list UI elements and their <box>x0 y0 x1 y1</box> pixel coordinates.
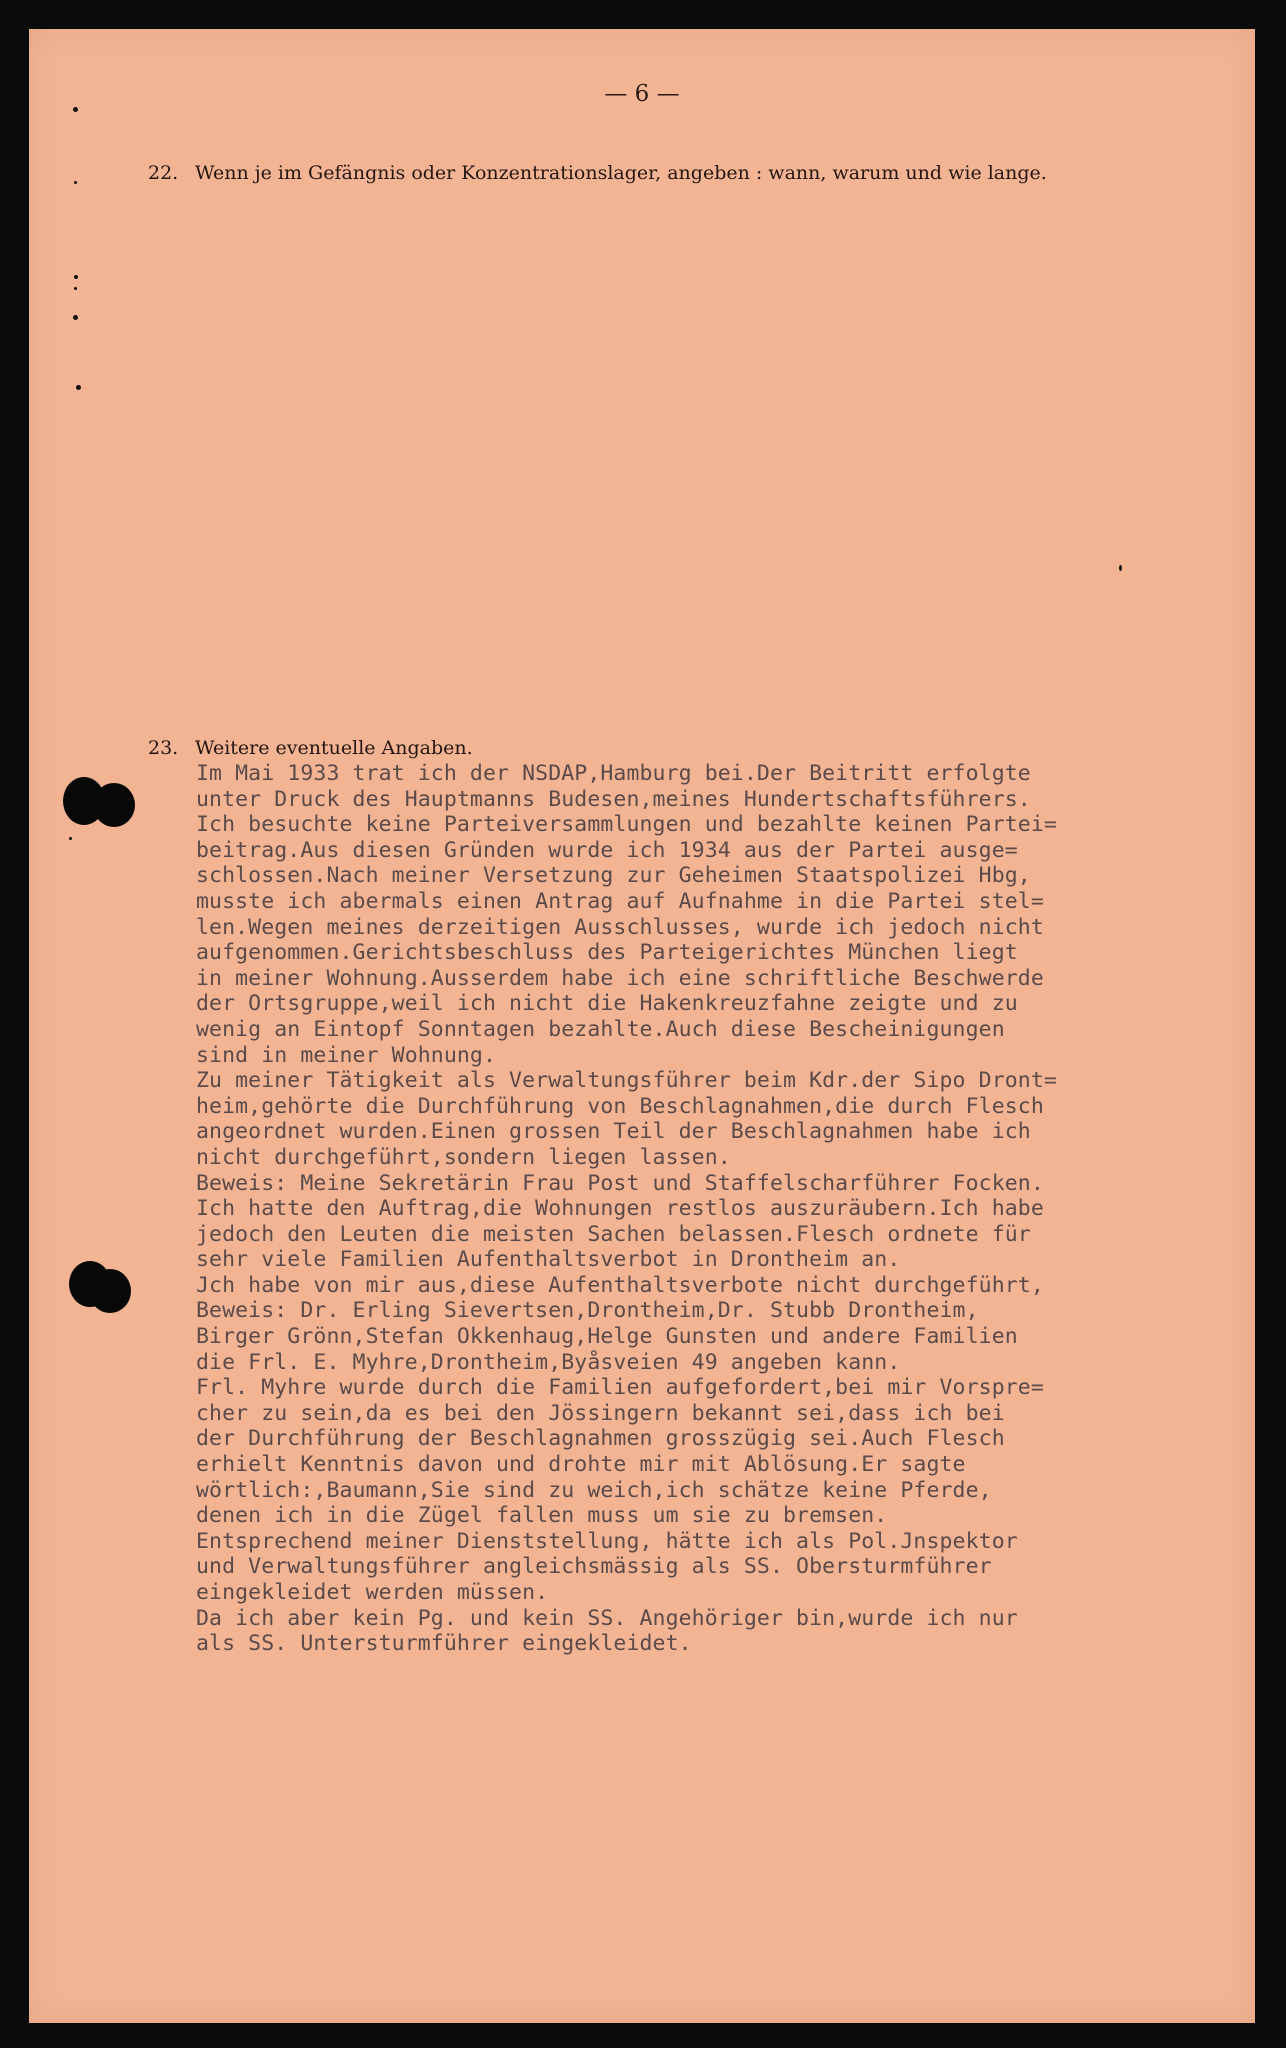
typed-line: der Durchführung der Beschlagnahmen grosszügig sei.Auch Flesch <box>196 1426 1005 1452</box>
typed-line: Im Mai 1933 trat ich der NSDAP,Hamburg bei.Der Beitritt erfolgte <box>196 761 1031 786</box>
typed-line: denen ich in die Zügel fallen muss um sie zu bremsen. <box>196 1503 888 1529</box>
typed-line: Birger Grönn,Stefan Okkenhaug,Helge Gunsten und andere Familien <box>196 1324 1018 1350</box>
margin-speck <box>69 837 72 840</box>
typed-line: sind in meiner Wohnung. <box>196 1042 497 1068</box>
typed-line: cher zu sein,da es bei den Jössingern bekannt sei,dass ich bei <box>196 1400 1005 1426</box>
typed-line: Beweis: Meine Sekretärin Frau Post und Staffelscharführer Focken. <box>196 1170 1044 1196</box>
typed-line: heim,gehörte die Durchführung von Beschlagnahmen,die durch Flesch <box>196 1093 1044 1119</box>
document-page <box>29 29 1255 2023</box>
margin-speck <box>76 385 81 390</box>
margin-speck <box>74 275 78 279</box>
typed-line: Entsprechend meiner Dienststellung, hätte ich als Pol.Jnspektor <box>196 1528 1018 1554</box>
typed-line: der Ortsgruppe,weil ich nicht die Hakenkreuzfahne zeigte und zu <box>196 991 1018 1017</box>
typed-line: Beweis: Dr. Erling Sievertsen,Drontheim,Dr. Stubb Drontheim, <box>196 1298 979 1324</box>
typed-line: Ich besuchte keine Parteiversammlungen und bezahlte keinen Partei= <box>196 812 1057 838</box>
typed-line: beitrag.Aus diesen Gründen wurde ich 1934 aus der Partei ausge= <box>196 837 1018 863</box>
punch-hole <box>89 1269 131 1313</box>
page-number: — 6 — <box>604 81 680 107</box>
typed-line: len.Wegen meines derzeitigen Ausschlusses, wurde ich jedoch nicht <box>196 914 1044 940</box>
question-23-number: 23. <box>148 737 179 759</box>
typed-line: wenig an Eintopf Sonntagen bezahlte.Auch diese Bescheinigungen <box>196 1016 1005 1042</box>
typed-line: sehr viele Familien Aufenthaltsverbot in Drontheim an. <box>196 1247 901 1273</box>
typed-line: Jch habe von mir aus,diese Aufenthaltsverbote nicht durchgeführt, <box>196 1272 1044 1298</box>
typed-line: musste ich abermals einen Antrag auf Aufnahme in die Partei stel= <box>196 888 1044 914</box>
typed-line: aufgenommen.Gerichtsbeschluss des Parteigerichtes München liegt <box>196 940 1018 966</box>
margin-speck <box>1119 565 1122 571</box>
margin-speck <box>74 287 77 290</box>
typed-line: als SS. Untersturmführer eingekleidet. <box>196 1631 692 1657</box>
typed-line: Ich hatte den Auftrag,die Wohnungen restlos auszuräubern.Ich habe <box>196 1196 1044 1222</box>
punch-hole <box>93 783 135 827</box>
typed-line: Frl. Myhre wurde durch die Familien aufgefordert,bei mir Vorspre= <box>196 1375 1044 1401</box>
typed-line: schlossen.Nach meiner Versetzung zur Geheimen Staatspolizei Hbg, <box>196 863 1031 889</box>
question-22-text: Wenn je im Gefängnis oder Konzentrationslager, angeben : wann, warum und wie lange. <box>195 162 1047 184</box>
typed-line: wörtlich:,Baumann,Sie sind zu weich,ich schätze keine Pferde, <box>196 1477 992 1503</box>
typed-line: Zu meiner Tätigkeit als Verwaltungsführer beim Kdr.der Sipo Dront= <box>196 1068 1057 1094</box>
question-23-text: Weitere eventuelle Angaben. <box>195 737 473 759</box>
typed-line: eingekleidet werden müssen. <box>196 1580 549 1605</box>
question-22 <box>148 162 1047 184</box>
question-23 <box>148 737 473 759</box>
typed-line: jedoch den Leuten die meisten Sachen belassen.Flesch ordnete für <box>196 1221 1031 1247</box>
margin-speck <box>73 315 78 320</box>
typed-line: angeordnet wurden.Einen grossen Teil der Beschlagnahmen habe ich <box>196 1119 1031 1145</box>
typed-line: Da ich aber kein Pg. und kein SS. Angehöriger bin,wurde ich nur <box>196 1605 1018 1631</box>
margin-speck <box>74 181 77 184</box>
typed-line: in meiner Wohnung.Ausserdem habe ich eine schriftliche Beschwerde <box>196 965 1044 991</box>
typed-line: nicht durchgeführt,sondern liegen lassen. <box>196 1144 731 1170</box>
typed-answer <box>196 761 1057 1657</box>
typed-line: unter Druck des Hauptmanns Budesen,meines Hundertschaftsführers. <box>196 786 1031 812</box>
typed-line: die Frl. E. Myhre,Drontheim,Byåsveien 49 angeben kann. <box>196 1349 901 1375</box>
question-22-number: 22. <box>148 162 179 184</box>
margin-speck <box>73 107 78 112</box>
typed-line: erhielt Kenntnis davon und drohte mir mit Ablösung.Er sagte <box>196 1452 966 1478</box>
typed-line: und Verwaltungsführer angleichsmässig als SS. Obersturmführer <box>196 1554 992 1580</box>
